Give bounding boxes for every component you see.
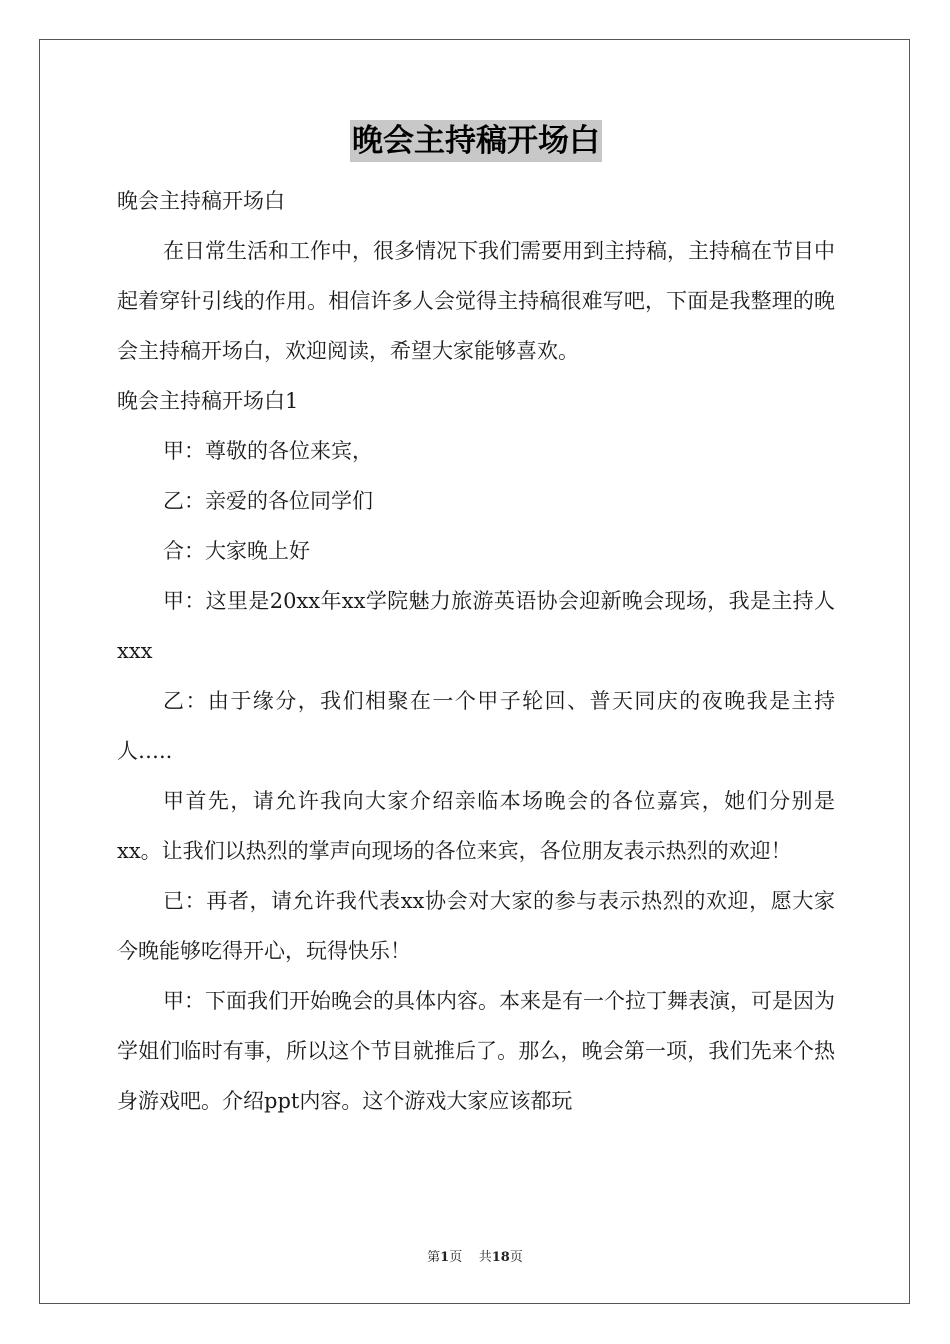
page-suffix: 页: [449, 1250, 463, 1265]
subtitle-line: 晚会主持稿开场白: [117, 189, 285, 213]
document-body: [117, 120, 835, 1126]
page-number: 1: [440, 1250, 450, 1265]
section-heading: 晚会主持稿开场白1: [117, 389, 299, 413]
dialogue-line: 甲：尊敬的各位来宾，: [163, 439, 373, 463]
title-container: [117, 120, 835, 162]
dialogue-line: 合：大家晚上好: [163, 539, 310, 563]
total-pages: 18: [491, 1250, 510, 1265]
dialogue-line: 乙：亲爱的各位同学们: [163, 489, 373, 513]
dialogue-paragraph: 甲首先，请允许我向大家介绍亲临本场晚会的各位嘉宾，她们分别是xx。让我们以热烈的掌声向现场的各位来宾，各位朋友表示热烈的欢迎！: [117, 789, 835, 863]
intro-paragraph: 在日常生活和工作中，很多情况下我们需要用到主持稿，主持稿在节目中起着穿针引线的作用。相信许多人会觉得主持稿很难写吧，下面是我整理的晚会主持稿开场白，欢迎阅读，希望大家能够喜欢。: [117, 239, 835, 363]
total-suffix: 页: [509, 1250, 523, 1265]
dialogue-paragraph: 已：再者，请允许我代表xx协会对大家的参与表示热烈的欢迎，愿大家今晚能够吃得开心，玩得快乐！: [117, 889, 835, 963]
dialogue-paragraph: 甲：这里是20xx年xx学院魅力旅游英语协会迎新晚会现场，我是主持人xxx: [117, 589, 835, 663]
total-prefix: 共: [478, 1250, 492, 1265]
page-prefix: 第: [427, 1250, 441, 1265]
page-footer: [0, 1246, 950, 1265]
document-title: 晚会主持稿开场白: [350, 120, 602, 162]
dialogue-paragraph: 甲：下面我们开始晚会的具体内容。本来是有一个拉丁舞表演，可是因为学姐们临时有事，所以这个节目就推后了。那么，晚会第一项，我们先来个热身游戏吧。介绍ppt内容。这个游戏大家应该都玩: [117, 989, 835, 1113]
dialogue-paragraph: 乙：由于缘分，我们相聚在一个甲子轮回、普天同庆的夜晚我是主持人…..: [117, 689, 835, 763]
